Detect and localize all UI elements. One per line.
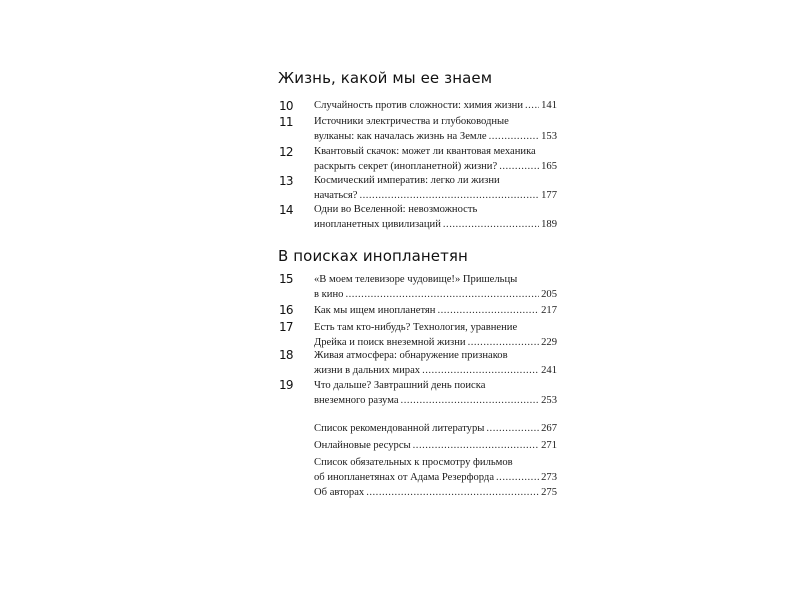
toc-entry-last-line [314, 421, 557, 436]
toc-entry-title: Как мы ищем инопланетян [314, 305, 436, 316]
page-number: 177 [541, 190, 557, 201]
section-title-life-as-we-know-it: Жизнь, какой мы ее знаем [278, 69, 493, 87]
page-number: 271 [541, 440, 557, 451]
toc-entry-title-line: «В моем телевизоре чудовище!» Пришельцы [314, 274, 518, 285]
dot-leader [422, 363, 539, 378]
dot-leader [496, 470, 539, 485]
page-number: 241 [541, 365, 557, 376]
toc-entry-online-resources[interactable] [314, 438, 557, 453]
dot-leader [401, 393, 540, 408]
toc-entry-title: Список рекомендованной литературы [314, 423, 485, 434]
dot-leader [443, 217, 539, 232]
toc-entry-chapter-17[interactable] [314, 320, 557, 350]
toc-entry-chapter-14[interactable] [314, 202, 557, 232]
chapter-number: 16 [279, 303, 293, 317]
toc-entry-chapter-19[interactable] [314, 378, 557, 408]
dot-leader [437, 303, 539, 318]
toc-entry-chapter-12[interactable] [314, 144, 557, 174]
toc-entry-title-line: Что дальше? Завтрашний день поиска [314, 380, 486, 391]
toc-entry-chapter-18[interactable] [314, 348, 557, 378]
toc-entry-title-line: Есть там кто-нибудь? Технология, уравнение [314, 322, 518, 333]
toc-entry-title: об инопланетянах от Адама Резерфорда [314, 472, 495, 483]
toc-entry-title-line: Источники электричества и глубоководные [314, 116, 509, 127]
toc-entry-last-line [314, 188, 557, 203]
chapter-number: 17 [279, 320, 293, 334]
dot-leader [413, 438, 539, 453]
chapter-number: 13 [279, 174, 293, 188]
chapter-number: 18 [279, 348, 293, 362]
page-number: 217 [541, 305, 557, 316]
toc-entry-chapter-15[interactable] [314, 272, 557, 302]
toc-entry-last-line [314, 159, 557, 174]
page-number: 141 [541, 100, 557, 111]
toc-entry-chapter-16[interactable] [314, 303, 557, 318]
toc-entry-title-line: Одни во Вселенной: невозможность [314, 204, 478, 215]
toc-entry-title: Онлайновые ресурсы [314, 440, 411, 451]
dot-leader [366, 485, 539, 500]
toc-entry-title: начаться? [314, 190, 358, 201]
toc-entry-last-line [314, 217, 557, 232]
toc-entry-title: инопланетных цивилизаций [314, 219, 441, 230]
page-number: 253 [541, 395, 557, 406]
toc-entry-title: раскрыть секрет (инопланетной) жизни? [314, 161, 498, 172]
toc-entry-recommended-reading[interactable] [314, 421, 557, 436]
dot-leader [486, 421, 539, 436]
toc-entry-last-line [314, 98, 557, 113]
toc-entry-title: Дрейка и поиск внеземной жизни [314, 337, 466, 348]
dot-leader [499, 159, 539, 174]
section-title-in-search-of-aliens: В поисках инопланетян [278, 247, 468, 265]
page-number: 189 [541, 219, 557, 230]
toc-entry-last-line [314, 393, 557, 408]
toc-entry-last-line [314, 485, 557, 500]
toc-entry-title-line: Список обязательных к просмотру фильмов [314, 457, 513, 468]
toc-entry-chapter-10[interactable] [314, 98, 557, 113]
page-number: 267 [541, 423, 557, 434]
dot-leader [359, 188, 539, 203]
chapter-number: 15 [279, 272, 293, 286]
toc-entry-title: в кино [314, 289, 344, 300]
toc-entry-chapter-11[interactable] [314, 114, 557, 144]
toc-entry-last-line [314, 129, 557, 144]
toc-entry-title-line: Космический императив: легко ли жизни [314, 175, 500, 186]
toc-entry-last-line [314, 287, 557, 302]
toc-entry-title: жизни в дальних мирах [314, 365, 421, 376]
page-number: 153 [541, 131, 557, 142]
chapter-number: 10 [279, 99, 293, 113]
toc-entry-title: вулканы: как началась жизнь на Земле [314, 131, 487, 142]
page-number: 229 [541, 337, 557, 348]
toc-entry-title: внеземного разума [314, 395, 399, 406]
page-number: 273 [541, 472, 557, 483]
toc-entry-last-line [314, 470, 557, 485]
toc-entry-title: Случайность против сложности: химия жизни [314, 100, 523, 111]
toc-entry-chapter-13[interactable] [314, 173, 557, 203]
toc-entry-title-line: Квантовый скачок: может ли квантовая механика [314, 146, 536, 157]
dot-leader [345, 287, 539, 302]
chapter-number: 12 [279, 145, 293, 159]
toc-entry-last-line [314, 438, 557, 453]
toc-entry-title-line: Живая атмосфера: обнаружение признаков [314, 350, 508, 361]
toc-entry-title: Об авторах [314, 487, 365, 498]
chapter-number: 11 [279, 115, 293, 129]
toc-entry-about-authors[interactable] [314, 485, 557, 500]
toc-entry-last-line [314, 363, 557, 378]
dot-leader [525, 98, 539, 113]
chapter-number: 14 [279, 203, 293, 217]
page-number: 165 [541, 161, 557, 172]
page-number: 205 [541, 289, 557, 300]
dot-leader [489, 129, 540, 144]
toc-entry-last-line [314, 303, 557, 318]
toc-entry-must-watch-films[interactable] [314, 455, 557, 485]
page-number: 275 [541, 487, 557, 498]
chapter-number: 19 [279, 378, 293, 392]
